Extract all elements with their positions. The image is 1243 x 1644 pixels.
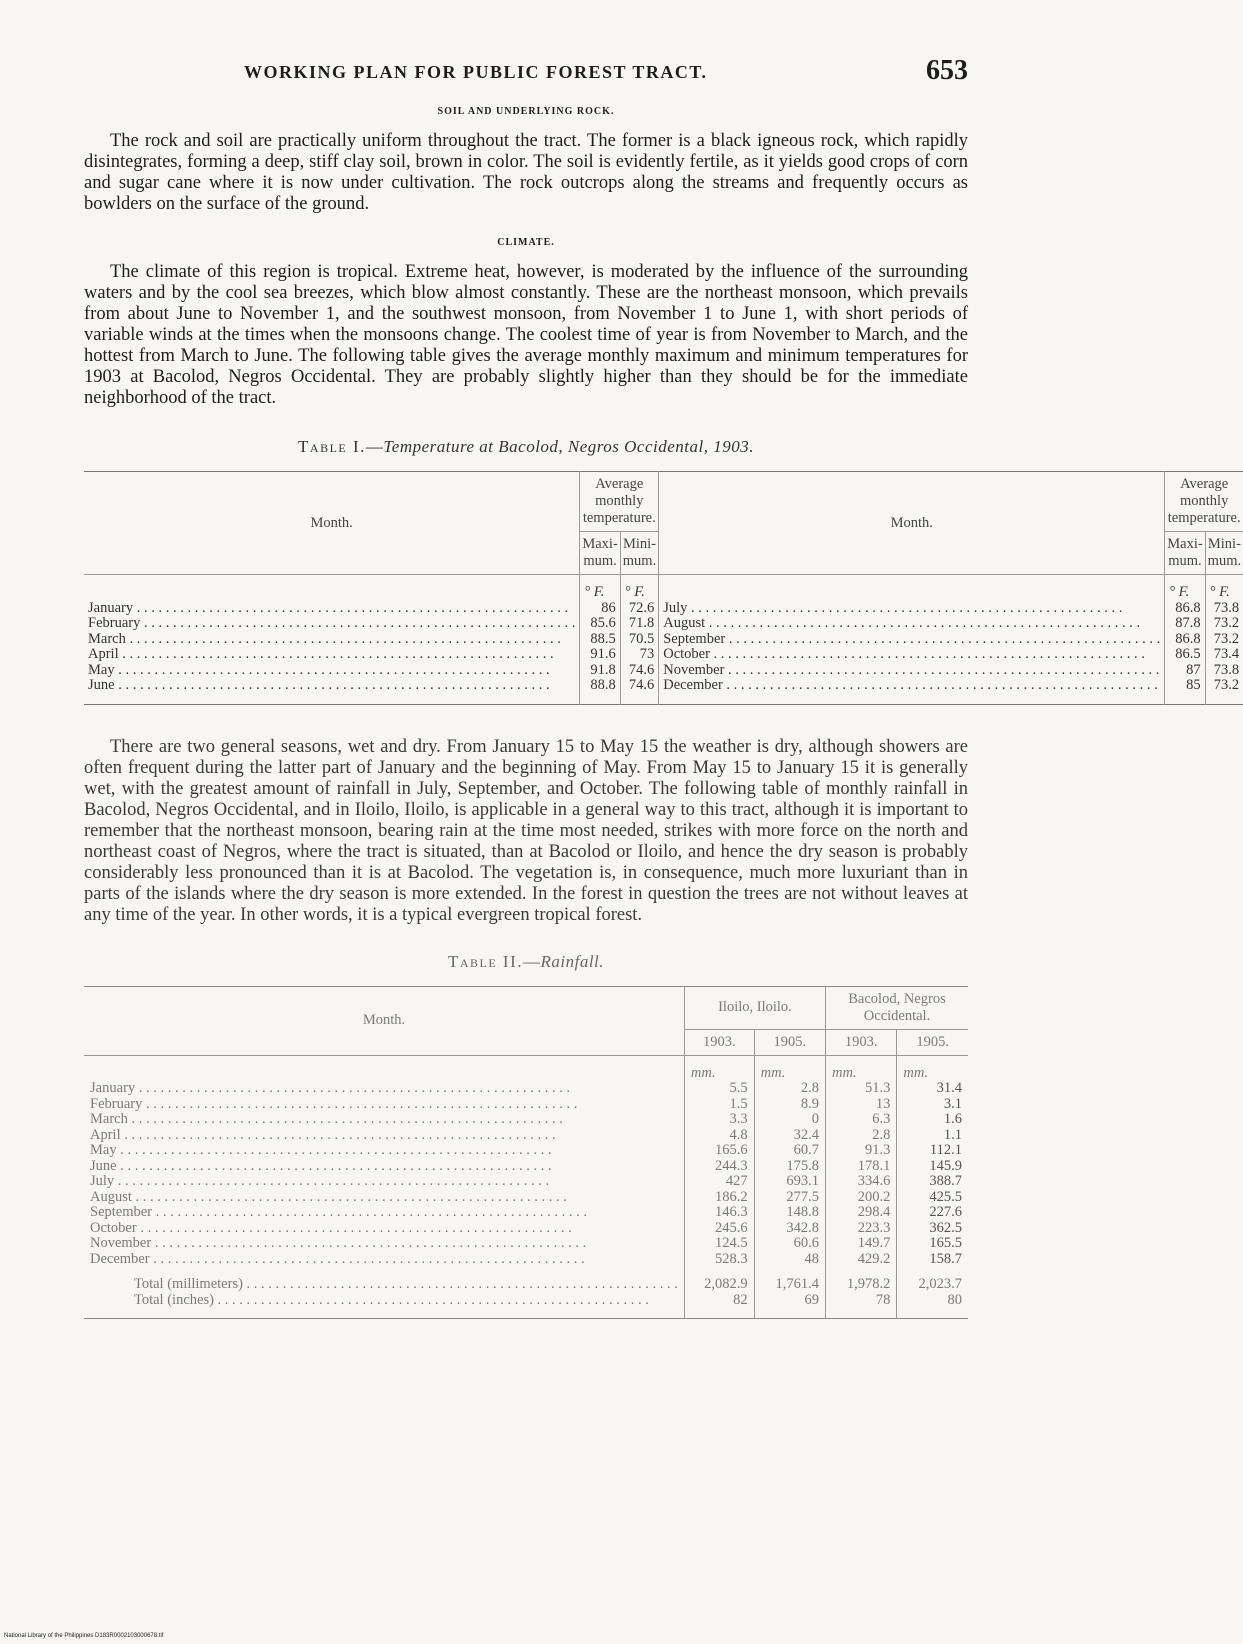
t2-month: May . . . . . . . . . . . . . . . . . . . . . . . . . . . . . . . . . . . . . . . . . . . . . . . . . . . . . . . . . . . . bbox=[90, 1142, 552, 1158]
t2-value: 48 bbox=[754, 1252, 825, 1268]
table2-caption bbox=[84, 952, 968, 972]
t1-max: 91.6 bbox=[580, 647, 620, 663]
paragraph-soil: The rock and soil are practically uniform throughout the tract. The former is a black igneous rock, which rapidly disintegrates, forming a deep, stiff clay soil, brown in color. The soil is evidently fertile, as it yields good crops of corn and sugar cane where it is now under cultivation. The rock outcrops along the streams and frequently occurs as bowlders on the surface of the ground. bbox=[84, 131, 968, 214]
t1-unit: ° F. bbox=[1205, 585, 1243, 601]
t2-value: 2,023.7 bbox=[897, 1277, 968, 1293]
table-row bbox=[84, 632, 1243, 648]
table-row bbox=[84, 1190, 968, 1206]
t1-min: 73.4 bbox=[1205, 647, 1243, 663]
t2-month: February . . . . . . . . . . . . . . . . . . . . . . . . . . . . . . . . . . . . . . . . . . . . . . . . . . . . . . . . . . . . bbox=[90, 1095, 578, 1112]
t2-value: 165.6 bbox=[684, 1143, 754, 1159]
table-row bbox=[84, 1221, 968, 1237]
t2-value: 362.5 bbox=[897, 1221, 968, 1237]
table-total-row bbox=[84, 1277, 968, 1293]
t1-min: 73 bbox=[620, 647, 658, 663]
t2-value: 429.2 bbox=[826, 1252, 897, 1268]
t2-total-label: Total (inches) . . . . . . . . . . . . . . . . . . . . . . . . . . . . . . . . . . . . . . . . . . . . . . . . . . . . . . . . . . . . bbox=[134, 1291, 649, 1308]
t2-year-header: 1903. bbox=[684, 1029, 754, 1055]
document-page bbox=[84, 46, 1242, 1319]
t2-value: 145.9 bbox=[897, 1159, 968, 1175]
table1-caption bbox=[84, 437, 968, 457]
table-row bbox=[84, 616, 1243, 632]
t2-value: 78 bbox=[826, 1293, 897, 1309]
t2-total-label: Total (millimeters) . . . . . . . . . . . . . . . . . . . . . . . . . . . . . . . . . . . . . . . . . . . . . . . . . . . . . . . . . . . . bbox=[134, 1276, 678, 1292]
table1-caption-label: Table I. bbox=[298, 437, 366, 456]
t2-value: 3.3 bbox=[684, 1112, 754, 1128]
table2-caption-dash: — bbox=[523, 951, 541, 971]
t2-month: October . . . . . . . . . . . . . . . . . . . . . . . . . . . . . . . . . . . . . . . . . . . . . . . . . . . . . . . . . . . . bbox=[90, 1219, 572, 1236]
t1-max: 88.8 bbox=[580, 678, 620, 694]
t2-month: November . . . . . . . . . . . . . . . . . . . . . . . . . . . . . . . . . . . . . . . . . . . . . . . . . . . . . . . . . . . . bbox=[90, 1235, 587, 1251]
t1-max: 88.5 bbox=[580, 632, 620, 648]
t2-value: 91.3 bbox=[826, 1143, 897, 1159]
t1-month: June . . . . . . . . . . . . . . . . . . . . . . . . . . . . . . . . . . . . . . . . . . . . . . . . . . . . . . . . . . . . bbox=[88, 677, 550, 693]
t2-value: 112.1 bbox=[897, 1143, 968, 1159]
paragraph-seasons: There are two general seasons, wet and dry. From January 15 to May 15 the weather is dry, although showers are often frequent during the latter part of January and the beginning of May. From May 15 to January 15 it is generally wet, with the greatest amount of rainfall in July, September, and October. The following table of monthly rainfall in Bacolod, Negros Occidental, and in Iloilo, Iloilo, is applicable in a general way to this tract, although it is important to remember that the northeast monsoon, bearing rain at the time most needed, strikes with more force on the north and northeast coast of Negros, where the tract is situated, than at Bacolod or Iloilo, and hence the dry season is probably considerably less pronounced than it is at Bacolod. The vegetation is, in consequence, much more luxuriant than in parts of the islands where the dry season is more extended. In the forest in question the trees are not without leaves at any time of the year. In other words, it is a typical evergreen tropical forest. bbox=[84, 736, 968, 925]
t1-min: 70.5 bbox=[620, 632, 658, 648]
t2-value: 388.7 bbox=[897, 1174, 968, 1190]
t1-max: 87.8 bbox=[1165, 616, 1205, 632]
t1-unit: ° F. bbox=[1165, 585, 1205, 601]
t2-month: September . . . . . . . . . . . . . . . . . . . . . . . . . . . . . . . . . . . . . . . . . . . . . . . . . . . . . . . . . . . . bbox=[90, 1204, 588, 1220]
t2-value: 186.2 bbox=[684, 1190, 754, 1206]
t1-unit: ° F. bbox=[620, 585, 658, 601]
table-row bbox=[84, 647, 1243, 663]
t2-value: 2,082.9 bbox=[684, 1277, 754, 1293]
t1-month: July . . . . . . . . . . . . . . . . . . . . . . . . . . . . . . . . . . . . . . . . . . . . . . . . . . . . . . . . . . . . bbox=[659, 601, 1165, 617]
t1-min: 73.8 bbox=[1205, 601, 1243, 617]
t2-value: 0 bbox=[754, 1112, 825, 1128]
table-row bbox=[84, 1159, 968, 1175]
t2-value: 60.6 bbox=[754, 1236, 825, 1252]
t2-value: 1,978.2 bbox=[826, 1277, 897, 1293]
table-row bbox=[84, 678, 1243, 694]
t1-min-header-left: Mini-mum. bbox=[620, 532, 658, 575]
t2-value: 1,761.4 bbox=[754, 1277, 825, 1293]
t1-unit: ° F. bbox=[580, 585, 620, 601]
t2-bacolod-header: Bacolod, Negros Occidental. bbox=[826, 986, 969, 1029]
t2-value: 8.9 bbox=[754, 1097, 825, 1113]
t2-value: 149.7 bbox=[826, 1236, 897, 1252]
t2-value: 342.8 bbox=[754, 1221, 825, 1237]
table-row bbox=[84, 663, 1243, 679]
t2-value: 4.8 bbox=[684, 1128, 754, 1144]
t1-max: 86.5 bbox=[1165, 647, 1205, 663]
t1-max: 87 bbox=[1165, 663, 1205, 679]
t2-unit: mm. bbox=[684, 1066, 754, 1082]
t1-min: 74.6 bbox=[620, 678, 658, 694]
table-row bbox=[84, 1081, 968, 1097]
t2-value: 334.6 bbox=[826, 1174, 897, 1190]
t2-value: 277.5 bbox=[754, 1190, 825, 1206]
t1-max: 86 bbox=[580, 601, 620, 617]
t2-iloilo-header: Iloilo, Iloilo. bbox=[684, 986, 825, 1029]
table2-caption-title: Rainfall. bbox=[540, 951, 605, 971]
t2-unit: mm. bbox=[754, 1066, 825, 1082]
table-row bbox=[84, 1174, 968, 1190]
t2-value: 2.8 bbox=[826, 1128, 897, 1144]
t2-value: 124.5 bbox=[684, 1236, 754, 1252]
t2-value: 148.8 bbox=[754, 1205, 825, 1221]
table-total-row bbox=[84, 1293, 968, 1309]
t1-min: 73.2 bbox=[1205, 616, 1243, 632]
t2-month: January . . . . . . . . . . . . . . . . . . . . . . . . . . . . . . . . . . . . . . . . . . . . . . . . . . . . . . . . . . . . bbox=[90, 1080, 571, 1096]
t1-avg-header-left: Average monthly temperature. bbox=[580, 472, 659, 532]
t1-month: February . . . . . . . . . . . . . . . . . . . . . . . . . . . . . . . . . . . . . . . . . . . . . . . . . . . . . . . . . . . . bbox=[88, 615, 576, 631]
t2-value: 244.3 bbox=[684, 1159, 754, 1175]
rainfall-table bbox=[84, 986, 968, 1320]
t2-value: 69 bbox=[754, 1293, 825, 1309]
table-row bbox=[84, 1236, 968, 1252]
t2-value: 528.3 bbox=[684, 1252, 754, 1268]
t2-year-header: 1903. bbox=[826, 1029, 897, 1055]
t2-year-header: 1905. bbox=[897, 1029, 968, 1055]
t1-month: January . . . . . . . . . . . . . . . . . . . . . . . . . . . . . . . . . . . . . . . . . . . . . . . . . . . . . . . . . . . . bbox=[88, 599, 569, 616]
table-row bbox=[84, 1112, 968, 1128]
t1-max: 86.8 bbox=[1165, 601, 1205, 617]
t2-value: 3.1 bbox=[897, 1097, 968, 1113]
t2-month: December . . . . . . . . . . . . . . . . . . . . . . . . . . . . . . . . . . . . . . . . . . . . . . . . . . . . . . . . . . . . bbox=[90, 1250, 585, 1267]
t2-value: 2.8 bbox=[754, 1081, 825, 1097]
t1-min-header-right: Mini-mum. bbox=[1205, 532, 1243, 575]
t1-month: October . . . . . . . . . . . . . . . . . . . . . . . . . . . . . . . . . . . . . . . . . . . . . . . . . . . . . . . . . . . . bbox=[659, 647, 1165, 663]
t2-value: 6.3 bbox=[826, 1112, 897, 1128]
t2-value: 200.2 bbox=[826, 1190, 897, 1206]
t2-value: 245.6 bbox=[684, 1221, 754, 1237]
t1-max-header-left: Maxi-mum. bbox=[580, 532, 620, 575]
t1-max: 91.8 bbox=[580, 663, 620, 679]
table-row bbox=[84, 1143, 968, 1159]
t2-value: 298.4 bbox=[826, 1205, 897, 1221]
t1-month-header-left: Month. bbox=[84, 472, 580, 575]
table2-caption-label: Table II. bbox=[447, 951, 523, 971]
t1-min: 73.2 bbox=[1205, 632, 1243, 648]
t1-month: March . . . . . . . . . . . . . . . . . . . . . . . . . . . . . . . . . . . . . . . . . . . . . . . . . . . . . . . . . . . . bbox=[88, 630, 561, 647]
t2-value: 32.4 bbox=[754, 1128, 825, 1144]
t2-value: 1.6 bbox=[897, 1112, 968, 1128]
t2-value: 5.5 bbox=[684, 1081, 754, 1097]
t1-month: May . . . . . . . . . . . . . . . . . . . . . . . . . . . . . . . . . . . . . . . . . . . . . . . . . . . . . . . . . . . . bbox=[88, 661, 550, 678]
t2-value: 31.4 bbox=[897, 1081, 968, 1097]
table-row bbox=[84, 1128, 968, 1144]
t1-max: 86.8 bbox=[1165, 632, 1205, 648]
table-row bbox=[84, 1097, 968, 1113]
t2-value: 693.1 bbox=[754, 1174, 825, 1190]
t2-value: 165.5 bbox=[897, 1236, 968, 1252]
t2-value: 178.1 bbox=[826, 1159, 897, 1175]
table1-caption-title: Temperature at Bacolod, Negros Occidental, 1903. bbox=[383, 437, 754, 456]
t2-value: 175.8 bbox=[754, 1159, 825, 1175]
t2-month: April . . . . . . . . . . . . . . . . . . . . . . . . . . . . . . . . . . . . . . . . . . . . . . . . . . . . . . . . . . . . bbox=[90, 1126, 556, 1143]
t1-max: 85 bbox=[1165, 678, 1205, 694]
section-title-soil: SOIL AND UNDERLYING ROCK. bbox=[437, 106, 615, 117]
t2-value: 223.3 bbox=[826, 1221, 897, 1237]
t1-month-header-right: Month. bbox=[659, 472, 1165, 575]
t2-value: 427 bbox=[684, 1174, 754, 1190]
t1-min: 71.8 bbox=[620, 616, 658, 632]
t1-min: 72.6 bbox=[620, 601, 658, 617]
scan-imprint: National Library of the Philippines D183R0002103000678.tif bbox=[4, 1633, 164, 1639]
t2-year-header: 1905. bbox=[754, 1029, 825, 1055]
t2-value: 158.7 bbox=[897, 1252, 968, 1268]
t1-avg-header-right: Average monthly temperature. bbox=[1165, 472, 1243, 532]
table-row bbox=[84, 601, 1243, 617]
table1-caption-dash: — bbox=[365, 437, 384, 456]
t2-value: 227.6 bbox=[897, 1205, 968, 1221]
t1-month: August . . . . . . . . . . . . . . . . . . . . . . . . . . . . . . . . . . . . . . . . . . . . . . . . . . . . . . . . . . . . bbox=[659, 616, 1165, 632]
t1-max-header-right: Maxi-mum. bbox=[1165, 532, 1205, 575]
table-row bbox=[84, 1252, 968, 1268]
page-number: 653 bbox=[926, 55, 968, 86]
t2-value: 80 bbox=[897, 1293, 968, 1309]
table-row bbox=[84, 1205, 968, 1221]
t2-value: 1.1 bbox=[897, 1128, 968, 1144]
t2-unit: mm. bbox=[826, 1066, 897, 1082]
t1-min: 74.6 bbox=[620, 663, 658, 679]
t2-month-header: Month. bbox=[84, 986, 684, 1055]
t1-month: November . . . . . . . . . . . . . . . . . . . . . . . . . . . . . . . . . . . . . . . . . . . . . . . . . . . . . . . . . . . . bbox=[659, 663, 1165, 679]
t1-month: April . . . . . . . . . . . . . . . . . . . . . . . . . . . . . . . . . . . . . . . . . . . . . . . . . . . . . . . . . . . . bbox=[88, 646, 554, 662]
t2-month: June . . . . . . . . . . . . . . . . . . . . . . . . . . . . . . . . . . . . . . . . . . . . . . . . . . . . . . . . . . . . bbox=[90, 1157, 552, 1174]
t2-month: August . . . . . . . . . . . . . . . . . . . . . . . . . . . . . . . . . . . . . . . . . . . . . . . . . . . . . . . . . . . . bbox=[90, 1188, 567, 1205]
t1-month: December . . . . . . . . . . . . . . . . . . . . . . . . . . . . . . . . . . . . . . . . . . . . . . . . . . . . . . . . . . . . bbox=[659, 678, 1165, 694]
t1-min: 73.8 bbox=[1205, 663, 1243, 679]
t2-value: 60.7 bbox=[754, 1143, 825, 1159]
t2-value: 51.3 bbox=[826, 1081, 897, 1097]
t2-month: July . . . . . . . . . . . . . . . . . . . . . . . . . . . . . . . . . . . . . . . . . . . . . . . . . . . . . . . . . . . . bbox=[90, 1173, 550, 1189]
t1-max: 85.6 bbox=[580, 616, 620, 632]
t2-value: 13 bbox=[826, 1097, 897, 1113]
page-header bbox=[84, 46, 968, 92]
running-head: WORKING PLAN FOR PUBLIC FOREST TRACT. bbox=[244, 62, 708, 82]
paragraph-climate: The climate of this region is tropical. Extreme heat, however, is moderated by the influence of the surrounding waters and by the cool sea breezes, which blow almost constantly. These are the northeast monsoon, which prevails from about June to November 1, and the southwest monsoon, from November 1 to June 1, with short periods of variable winds at the times when the monsoons change. The coolest time of year is from November to March, and the hottest from March to June. The following table gives the average monthly maximum and minimum temperatures for 1903 at Bacolod, Negros Occidental. They are probably slightly higher than they should be for the immediate neighborhood of the tract. bbox=[84, 262, 968, 408]
t2-value: 1.5 bbox=[684, 1097, 754, 1113]
t1-month: September . . . . . . . . . . . . . . . . . . . . . . . . . . . . . . . . . . . . . . . . . . . . . . . . . . . . . . . . . . . . bbox=[659, 632, 1165, 648]
t2-value: 425.5 bbox=[897, 1190, 968, 1206]
t2-unit: mm. bbox=[897, 1066, 968, 1082]
temperature-table bbox=[84, 471, 1243, 705]
t2-value: 146.3 bbox=[684, 1205, 754, 1221]
section-title-climate: CLIMATE. bbox=[497, 237, 555, 248]
t2-value: 82 bbox=[684, 1293, 754, 1309]
t2-month: March . . . . . . . . . . . . . . . . . . . . . . . . . . . . . . . . . . . . . . . . . . . . . . . . . . . . . . . . . . . . bbox=[90, 1111, 563, 1127]
t1-min: 73.2 bbox=[1205, 678, 1243, 694]
